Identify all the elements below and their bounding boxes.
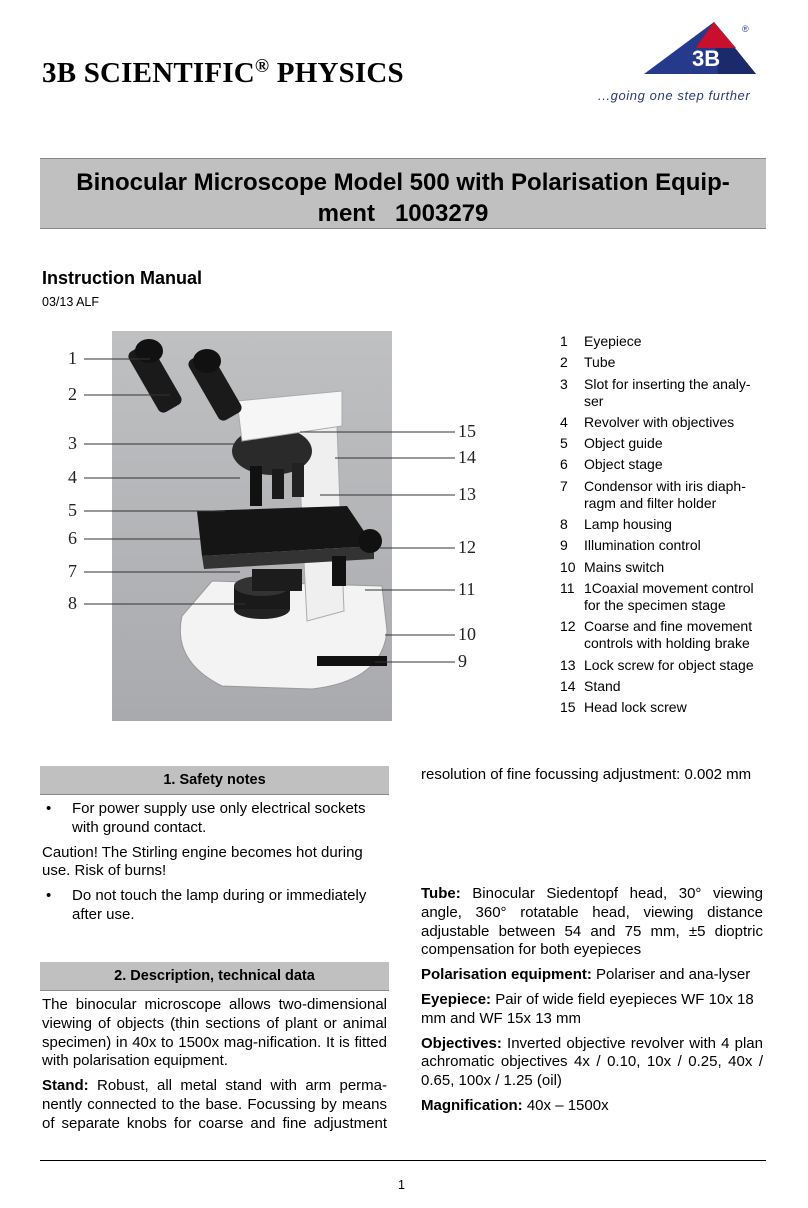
safety-bullet: • Do not touch the lamp during or immediately after use. [42, 887, 387, 925]
legend-text: Object guide [584, 435, 663, 452]
description-right-column [421, 766, 763, 1122]
registered-mark: ® [254, 56, 270, 77]
legend-text: Illumination control [584, 537, 701, 554]
logo-reg: ® [742, 24, 749, 34]
description-heading: 2. Description, technical data [40, 962, 389, 991]
legend-item [560, 456, 770, 473]
stand-continuation [421, 766, 763, 879]
title-line-2: ment 1003279 [317, 200, 489, 227]
legend-text: Eyepiece [584, 333, 642, 349]
legend-item [560, 354, 770, 371]
legend-text: Tube [584, 354, 616, 371]
figure-label-8: 8 [68, 593, 77, 613]
safety-notes-heading: 1. Safety notes [40, 766, 389, 795]
figure-label-15: 15 [458, 421, 476, 441]
safety-notes-section [42, 800, 387, 925]
legend-item [560, 699, 770, 716]
legend-number: 10 [560, 558, 576, 575]
polarisation-label: Polarisation equipment: [421, 966, 592, 984]
figure-label-7: 7 [68, 561, 77, 581]
legend-text: 1Coaxial movement control for the specimen stage [584, 579, 754, 613]
figure-label-13: 13 [458, 484, 476, 504]
legend-text: Mains switch [584, 558, 665, 575]
legend-item [560, 414, 770, 431]
legend-item [560, 376, 770, 410]
eyepiece-paragraph [421, 991, 763, 1029]
legend-number: 8 [560, 516, 568, 533]
legend-text: Slot for inserting the analy-ser [584, 375, 751, 409]
figure-label-5: 5 [68, 500, 77, 520]
logo-text: 3B [692, 46, 721, 71]
legend-number: 13 [560, 656, 576, 673]
legend-number: 11 [560, 579, 575, 596]
magnification-text: 40x – 1500x [522, 1096, 609, 1114]
date-code: 03/13 ALF [42, 295, 99, 309]
legend-number: 7 [560, 477, 568, 494]
polarisation-paragraph [421, 966, 763, 985]
legend-number: 1 [560, 333, 568, 349]
brand-suffix: PHYSICS [269, 57, 404, 89]
figure-label-2: 2 [68, 384, 77, 404]
legend-item [560, 580, 770, 614]
instruction-manual-heading: Instruction Manual [42, 268, 203, 288]
figure-label-14: 14 [458, 447, 476, 467]
legend-item [560, 559, 770, 576]
legend-text: Head lock screw [584, 699, 687, 716]
title-line-1: Binocular Microscope Model 500 with Polarisation Equip- [76, 169, 730, 196]
legend-text: Condensor with iris diaph-ragm and filter holder [584, 477, 746, 511]
figure-label-12: 12 [458, 537, 476, 557]
legend-number: 2 [560, 354, 568, 371]
legend-item [560, 657, 770, 674]
parts-legend [560, 333, 770, 720]
legend-text: Lamp housing [584, 516, 672, 533]
figure-label-6: 6 [68, 528, 77, 548]
legend-number: 3 [560, 375, 568, 392]
footer-divider [40, 1160, 766, 1161]
figure-label-1: 1 [68, 348, 77, 368]
legend-number: 12 [560, 618, 576, 635]
figure-label-10: 10 [458, 624, 476, 644]
safety-bullet-text: Do not touch the lamp during or immediately after use. [72, 887, 367, 923]
legend-text: Object stage [584, 456, 663, 473]
legend-item [560, 478, 770, 512]
safety-bullet-text: For power supply use only electrical sockets with ground contact. [72, 800, 366, 836]
page-number: 1 [398, 1178, 405, 1192]
legend-text: Lock screw for object stage [584, 656, 754, 673]
legend-number: 6 [560, 456, 568, 473]
tube-text: Binocular Siedentopf head, 30° viewing angle, 360° rotatable head, viewing distance adjustable between 54 and 75 mm, ±5 dioptric compensation for both eyepieces [421, 885, 763, 959]
tagline: ...going one step further [598, 88, 751, 103]
objectives-label: Objectives: [421, 1034, 502, 1052]
stand-paragraph [42, 1077, 387, 1134]
eyepiece-label: Eyepiece: [421, 990, 492, 1008]
legend-item [560, 537, 770, 554]
objectives-paragraph [421, 1035, 763, 1091]
legend-item [560, 435, 770, 452]
legend-text: Coarse and fine movement controls with holding brake [584, 618, 753, 652]
legend-item [560, 516, 770, 533]
legend-number: 14 [560, 677, 576, 694]
tube-label: Tube: [421, 885, 461, 902]
figure-label-11: 11 [458, 579, 476, 599]
description-intro: The binocular microscope allows two-dimensional viewing of objects (thin sections of plant or animal specimen) in 40x to 1500x mag-nification. It is fitted with polarisation equipment. [42, 996, 387, 1070]
legend-number: 5 [560, 435, 568, 452]
magnification-paragraph [421, 1097, 763, 1116]
stand-text-continued: resolution of fine focussing adjustment: 0.002 mm [421, 766, 752, 783]
tube-paragraph [421, 885, 763, 960]
legend-number: 15 [560, 699, 576, 716]
description-left-column [42, 996, 387, 1134]
objectives-text: Inverted objective revolver with 4 plan achromatic objectives 4x / 0.10, 10x / 0.25, 40x / 0.65, 100x / 1.25 (oil) [421, 1034, 763, 1090]
figure-label-9: 9 [458, 651, 467, 671]
legend-item [560, 678, 770, 695]
stand-text: Robust, all metal stand with arm perma-nently connected to the base. Focussing by means of separate knobs for coarse and fine adjustment [42, 1077, 387, 1132]
legend-number: 4 [560, 413, 568, 430]
eyepiece-text: Pair of wide field eyepieces WF 10x 18 mm and WF 15x 13 mm [421, 990, 754, 1027]
legend-text: Revolver with objectives [584, 413, 735, 430]
safety-bullet: • For power supply use only electrical sockets with ground contact. [42, 800, 387, 838]
brand-main: 3B SCIENTIFIC [42, 57, 255, 89]
legend-number: 9 [560, 537, 568, 554]
figure-label-4: 4 [68, 467, 77, 487]
legend-item [560, 333, 770, 350]
polarisation-text: Polariser and ana-lyser [591, 966, 751, 984]
stand-label: Stand: [42, 1077, 89, 1095]
caution-text: Caution! The Stirling engine becomes hot during use. Risk of burns! [42, 843, 363, 880]
legend-item [560, 618, 770, 652]
figure-label-3: 3 [68, 433, 77, 453]
magnification-label: Magnification: [421, 1096, 523, 1114]
legend-text: Stand [584, 677, 621, 694]
